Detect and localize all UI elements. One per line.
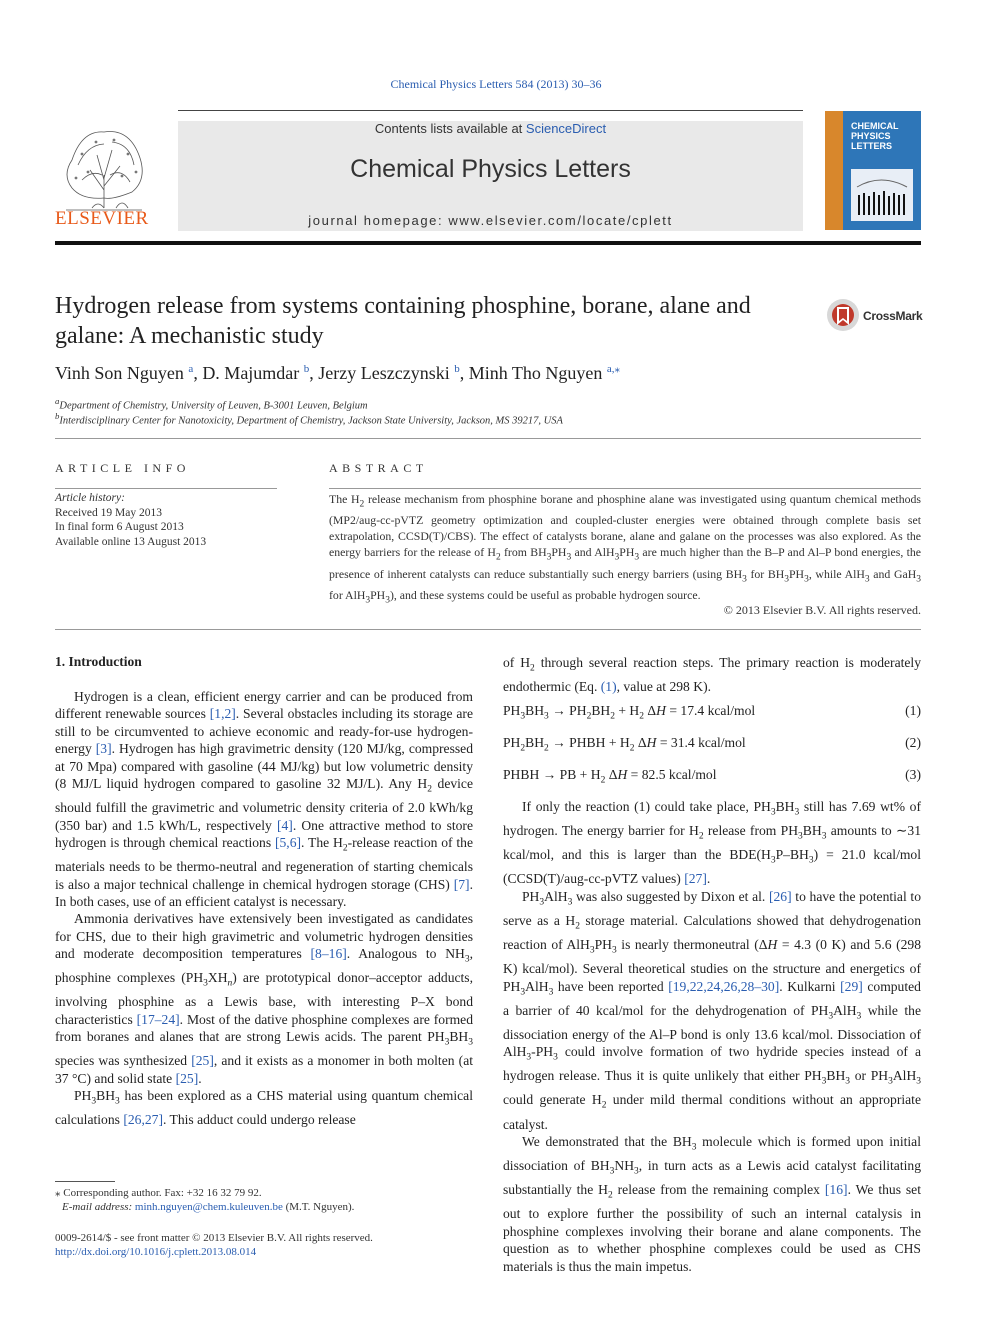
abstract-text: The $H_2$ release mechanism from phosphine borane and phosphine alane was investigated using quantum chemical methods (MP2/aug-cc-pVTZ geometry optimization and coupled-cluster energies were obtained through complete basis set extrapolation, CCSD(T)/CBS). The effect of catalysts borane, alane and galane on the processes was also explored. As the energy barriers for the release of $H_2$ from $BH_3PH_3$ and $AlH_3PH_3$ are much higher than the B–P and Al–P bond energies, the presence of inherent catalysts can reduce substantially such energy barriers (using $BH_3$ for $BH_3PH_3$, while AlH$_3$ and GaH$_3$ for $AlH_3PH_3$), and these systems could be useful as probable hydrogen source. bbox=[329, 492, 921, 606]
contents-line: Contents lists available at ScienceDirect bbox=[374, 121, 607, 136]
article-info-heading: ARTICLE INFO bbox=[55, 461, 190, 475]
sciencedirect-link[interactable]: ScienceDirect bbox=[525, 121, 607, 136]
citation-link[interactable]: [16] bbox=[824, 1182, 848, 1198]
left-column-text bbox=[55, 688, 473, 1129]
equation-number: (3) bbox=[905, 767, 921, 782]
equation-1: $PH_3BH_3 \to PH_2BH_2 + H_2$ ΔH = 17.4 kcal/mol (1) bbox=[503, 703, 921, 722]
citation-link[interactable]: [4] bbox=[276, 817, 293, 833]
homepage-url[interactable]: www.elsevier.com/locate/cplett bbox=[448, 213, 673, 228]
citation-link[interactable]: [3] bbox=[95, 741, 112, 757]
history-received: Received 19 May 2013 bbox=[55, 506, 162, 519]
citation-link[interactable]: [1,2] bbox=[209, 706, 236, 722]
doi-link[interactable]: http://dx.doi.org/10.1016/j.cplett.2013.08.014 bbox=[55, 1246, 257, 1258]
header-rule bbox=[178, 110, 803, 111]
right-column-top-text bbox=[503, 654, 921, 696]
abstract-heading: ABSTRACT bbox=[329, 461, 428, 475]
corresponding-author-note: ⁎ Corresponding author. Fax: +32 16 32 79 92. bbox=[55, 1187, 262, 1199]
citation-link[interactable]: [26] bbox=[768, 888, 792, 904]
author-list: Vinh Son Nguyen $^a$, D. Majumdar $^b$, Jerzy Leszczynski $^b$, Minh Tho Nguyen $^{a,⁎}$ bbox=[55, 363, 621, 383]
paragraph: $PH_3BH_3$ has been explored as a CHS material using quantum chemical calculations [26,27]. This adduct could undergo release bbox=[55, 1088, 473, 1128]
article-history: Article history: Received 19 May 2013 In final form 6 August 2013 Available online 13 August 2013 bbox=[55, 491, 280, 549]
author-name[interactable]: Vinh Son Nguyen bbox=[55, 363, 184, 383]
paragraph: Ammonia derivatives have extensively been investigated as candidates for CHS, due to their high gravimetric and volumetric hydrogen densities and moderate decomposition temperatures [8–16]. Analogous to $NH_3$, phosphine complexes $(PH_3XH_n)$ are prototypical donor–acceptor adducts, involving phosphine as a Lewis base, with interesting P–X bond characteristics [17–24]. Most of the dative phosphine complexes are formed from boranes and alanes that are strong Lewis acids. The parent $PH_3BH_3$ species was synthesized [25], and it exists as a monomer in both molten (at 37 °C) and solid state [25]. bbox=[55, 911, 474, 1086]
affiliation-b: $^b$Interdisciplinary Center for Nanotoxicity, Department of Chemistry, Jackson State University, Jackson, MS 39217, USA bbox=[55, 411, 563, 427]
footnote-rule bbox=[55, 1181, 115, 1182]
elsevier-wordmark: ELSEVIER bbox=[55, 208, 149, 229]
equation-ref-link[interactable]: (1) bbox=[600, 679, 617, 695]
author-affiliation-mark: b bbox=[303, 363, 310, 375]
cover-strip bbox=[825, 111, 843, 230]
section-heading-introduction: 1. Introduction bbox=[55, 654, 142, 669]
article-info-rule bbox=[55, 488, 277, 489]
equation-number: (2) bbox=[905, 735, 921, 750]
author-affiliation-mark: a bbox=[188, 363, 194, 375]
citation-link[interactable]: [17–24] bbox=[136, 1011, 180, 1027]
equation-2: $PH_2BH_2$ → PHBH + $H_2$ ΔH = 31.4 kcal/mol (2) bbox=[503, 735, 921, 754]
abstract-bottom-rule bbox=[55, 629, 921, 630]
right-column-text bbox=[503, 798, 921, 1275]
author-affiliation-mark: b bbox=[454, 363, 460, 375]
author-name[interactable]: Jerzy Leszczynski bbox=[318, 363, 450, 383]
email-note: E-mail address: minh.nguyen@chem.kuleuven.be (M.T. Nguyen). bbox=[62, 1201, 355, 1213]
paragraph: Hydrogen is a clean, efficient energy carrier and can be produced from different renewable sources [1,2]. Several obstacles including its storage are still to be circumvented to achieve economic and ready-for-use hydrogen-energy [3]. Hydrogen has high gravimetric density (120 MJ/kg, compressed at 70 Mpa) compared with gasoline (44 MJ/kg) but low volumetric density (8 MJ/L liquid hydrogen compared to gasoline 32 MJ/L). Any $H_2$ device should fulfill the gravimetric and volumetric density criteria of 2.0 kWh/kg (350 bar) and 1.5 kWh/L, respectively [4]. One attractive method to store hydrogen is through chemical reactions [5,6]. The $H_2$-release reaction of the materials needs to be thermo-neutral and regeneration of starting chemicals is also a major technical challenge in chemical hydrogen storage (CHS) [7]. In both cases, use of an efficient catalyst is necessary. bbox=[55, 689, 474, 909]
citation-link[interactable]: [25] bbox=[175, 1070, 199, 1086]
crossmark-icon bbox=[826, 297, 860, 333]
journal-homepage: journal homepage: www.elsevier.com/locate/cplett bbox=[308, 213, 673, 228]
citation-link[interactable]: [5,6] bbox=[274, 834, 302, 850]
abstract-copyright: © 2013 Elsevier B.V. All rights reserved. bbox=[723, 603, 921, 617]
journal-title: Chemical Physics Letters bbox=[350, 155, 631, 183]
paragraph: of $H_2$ through several reaction steps. The primary reaction is moderately endothermic (Eq. (1), value at 298 K). bbox=[503, 655, 921, 695]
title-block-rule bbox=[55, 438, 921, 439]
equation-3: PHBH → PB + $H_2$ ΔH = 82.5 kcal/mol (3) bbox=[503, 767, 921, 786]
equation-number: (1) bbox=[905, 703, 921, 718]
citation-link[interactable]: [27] bbox=[684, 871, 707, 887]
article-title: Hydrogen release from systems containing phosphine, borane, alane and galane: A mechanistic study bbox=[55, 293, 751, 349]
citation-link[interactable]: [8–16] bbox=[310, 946, 347, 962]
paragraph: We demonstrated that the $BH_3$ molecule which is formed upon initial dissociation of $BH_3NH_3$, in turn acts as a Lewis acid catalyst facilitating substantially the $H_2$ release from the remaining complex [16]. We thus set out to explore further the possibility of such an internal catalysis in phosphine complexes involving their borane and alane components. The question as to whether phosphine complexes could be used as CHS materials is thus the main impetus. bbox=[503, 1134, 921, 1274]
citation-link[interactable]: [26,27] bbox=[123, 1112, 163, 1128]
history-final: In final form 6 August 2013 bbox=[55, 521, 184, 533]
history-online: Available online 13 August 2013 bbox=[55, 535, 207, 548]
citation-link[interactable]: [25] bbox=[191, 1053, 214, 1069]
journal-cover-thumbnail[interactable] bbox=[825, 111, 921, 230]
author-affiliation-mark: a,⁎ bbox=[606, 363, 621, 375]
cover-plot-graphic bbox=[851, 169, 913, 221]
header-thick-rule bbox=[55, 241, 921, 245]
affiliation-a: $^a$Department of Chemistry, University of Leuven, B-3001 Leuven, Belgium bbox=[55, 396, 368, 412]
email-link[interactable]: minh.nguyen@chem.kuleuven.be bbox=[134, 1201, 283, 1213]
issn-line: 0009-2614/$ - see front matter © 2013 Elsevier B.V. All rights reserved. bbox=[55, 1232, 373, 1244]
citation-link[interactable]: [19,22,24,26,28–30] bbox=[668, 978, 780, 994]
author-name[interactable]: Minh Tho Nguyen bbox=[468, 363, 603, 383]
crossmark-badge[interactable]: CrossMark bbox=[826, 297, 926, 337]
journal-reference[interactable]: Chemical Physics Letters 584 (2013) 30–36 bbox=[390, 77, 602, 91]
cover-title: CHEMICAL PHYSICS LETTERS bbox=[851, 121, 899, 151]
paragraph: $PH_3AlH_3$ was also suggested by Dixon et al. [26] to have the potential to serve as a $H_2$ storage material. Calculations showed that dehydrogenation reaction of $AlH_3PH_3$ is nearly thermoneutral (ΔH = 4.3 (0 K) and 5.6 (298 K) kcal/mol). Several theoretical studies on the structure and energetics of $PH_3AlH_3$ have been reported [19,22,24,26,28–30]. Kulkarni [29] computed a barrier of 40 kcal/mol for the dehydrogenation of $PH_3AlH_3$ while the dissociation energy of the Al–P bond is only 13.6 kcal/mol. Dissociation of $AlH_3-PH_3$ could involve formation of two hydride species instead of a hydrogen release. Thus it is quite unlikely that either $PH_3BH_3$ or $PH_3AlH_3$ could generate $H_2$ under mild thermal conditions without an appropriate catalyst. bbox=[503, 888, 922, 1132]
paragraph: If only the reaction (1) could take place, $PH_3BH_3$ still has 7.69 wt% of hydrogen. The energy barrier for $H_2$ release from $PH_3BH_3$ amounts to ∼31 kcal/mol, and this is larger than the $BDE(H_3P-BH_3) = 21.0$ kcal/mol (CCSD(T)/aug-cc-pVTZ values) [27]. bbox=[503, 799, 921, 887]
author-name[interactable]: D. Majumdar bbox=[202, 363, 300, 383]
abstract-rule bbox=[329, 488, 921, 489]
citation-link[interactable]: [29] bbox=[840, 978, 863, 994]
citation-link[interactable]: [7] bbox=[453, 876, 470, 892]
